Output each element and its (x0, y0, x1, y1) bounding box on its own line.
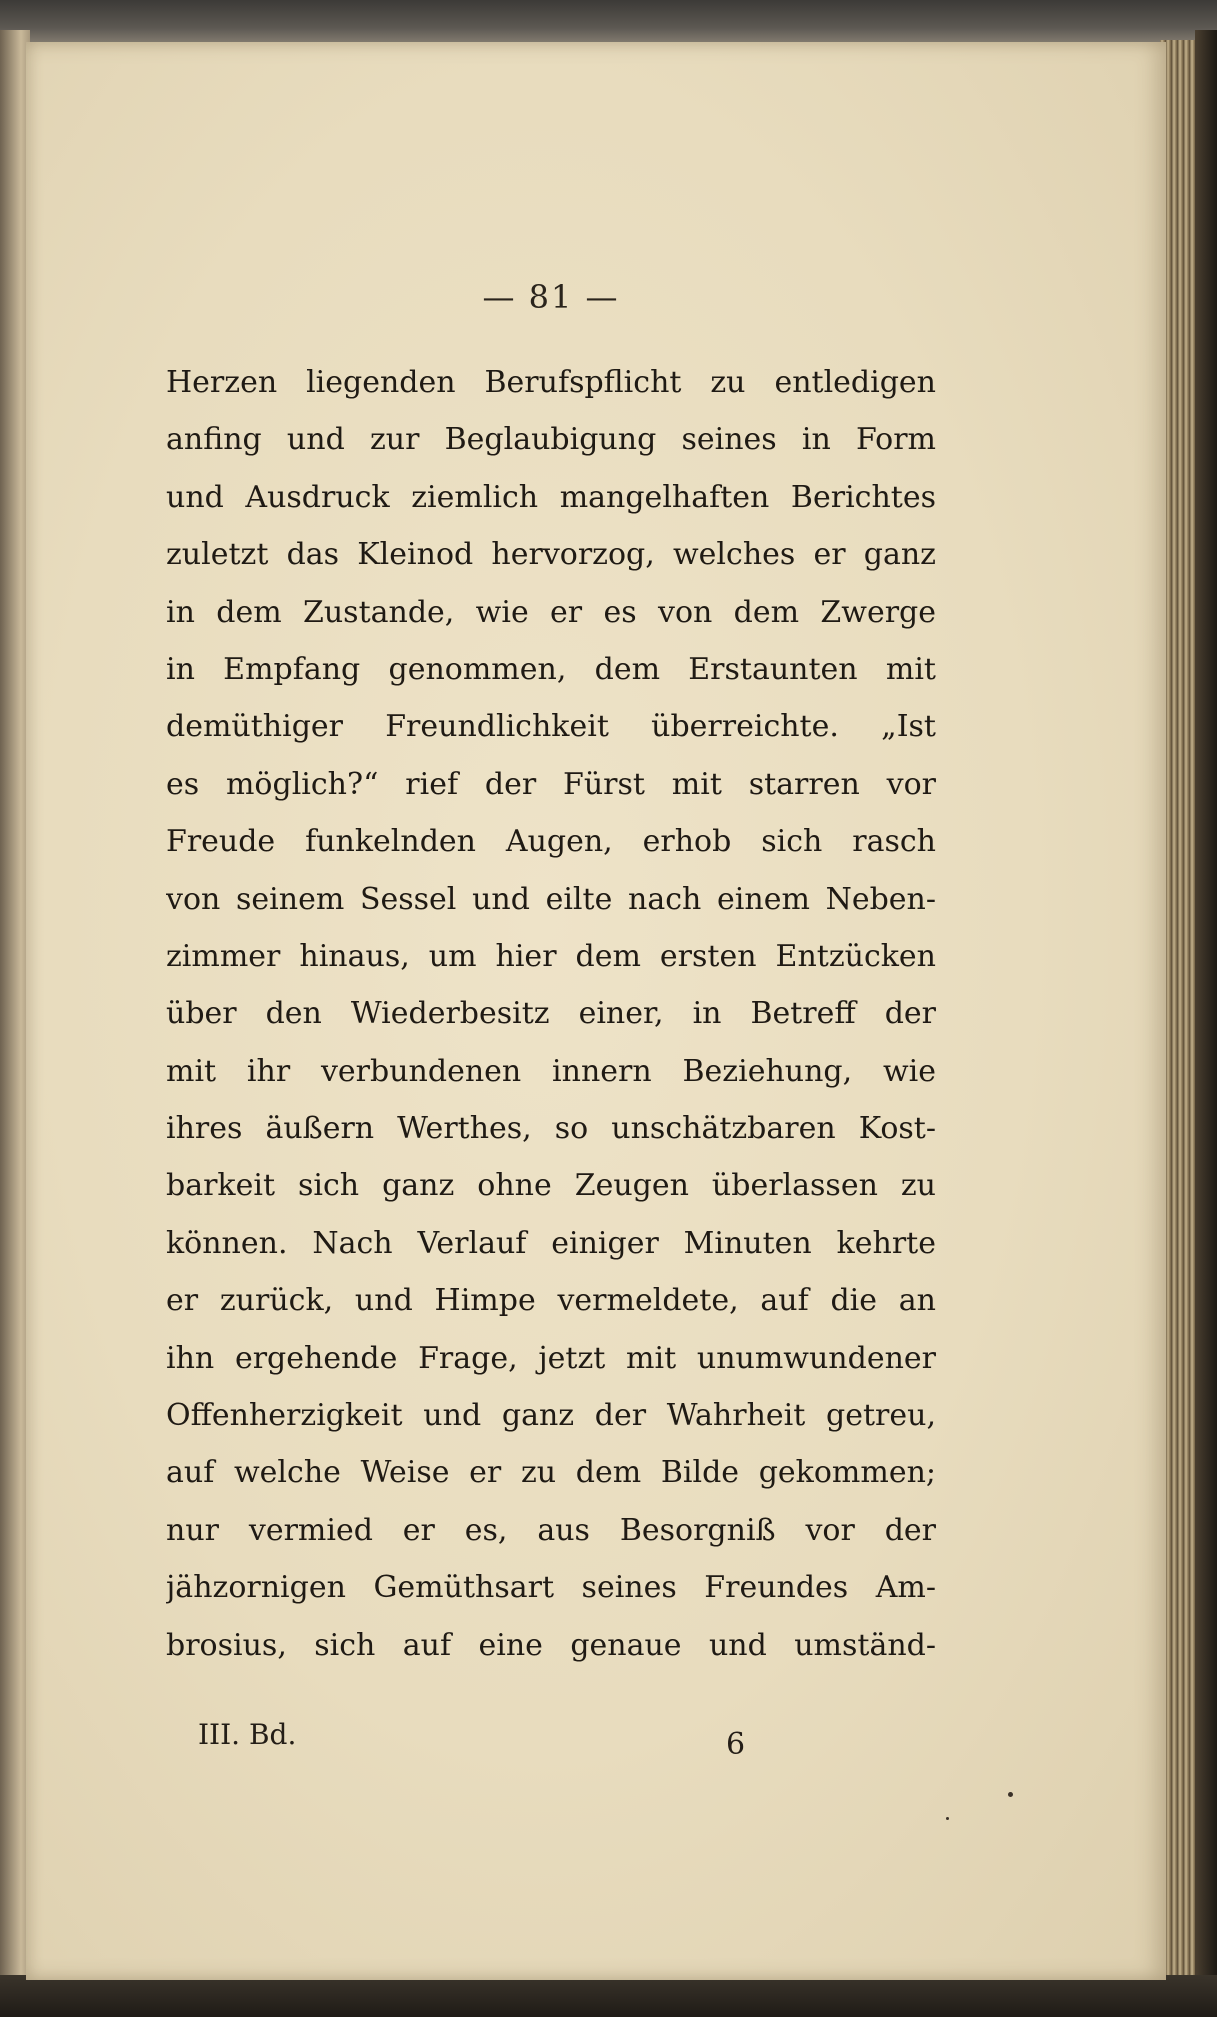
book-page (26, 42, 1166, 1980)
signature-mark: III. Bd. (198, 1718, 297, 1751)
text-line: er zurück, und Himpe vermeldete, auf die an (166, 1283, 936, 1319)
text-line: in Empfang genommen, dem Erstaunten mit (166, 651, 936, 687)
text-line: es möglich?“ rief der Fürst mit starren vor (166, 766, 936, 802)
text-line: ihn ergehende Frage, jetzt mit unumwundener (166, 1340, 936, 1376)
text-line: Freude funkelnden Augen, erhob sich rasch (166, 824, 936, 860)
text-line: demüthiger Freundlichkeit überreichte. „Ist (166, 709, 936, 745)
specks (1008, 1792, 1013, 1797)
text-line: Herzen liegenden Berufspflicht zu entledigen (166, 365, 936, 400)
body-text (166, 354, 936, 1674)
specks (946, 1817, 949, 1820)
text-line: zuletzt das Kleinod hervorzog, welches er ganz (166, 537, 936, 573)
text-line: in dem Zustande, wie er es von dem Zwerge (166, 594, 936, 630)
text-line: zimmer hinaus, um hier dem ersten Entzücken (166, 938, 936, 974)
book-bottom-edge (0, 1975, 1217, 2017)
text-line: auf welche Weise er zu dem Bilde gekommen; (166, 1455, 936, 1491)
text-line: anfing und zur Beglaubigung seines in Form (166, 422, 936, 458)
running-head: — 81 — (482, 278, 620, 316)
text-line: brosius, sich auf eine genaue und umständ- (166, 1627, 936, 1663)
text-line: können. Nach Verlauf einiger Minuten kehrte (166, 1225, 936, 1261)
text-line: über den Wiederbesitz einer, in Betreff der (166, 996, 936, 1032)
book-spine (1195, 30, 1217, 1990)
book-top-edge (0, 0, 1217, 46)
text-line: und Ausdruck ziemlich mangelhaften Berichtes (166, 479, 936, 515)
text-line: jähzornigen Gemüthsart seines Freundes Am- (166, 1570, 936, 1606)
signature-number: 6 (726, 1727, 746, 1762)
text-line: ihres äußern Werthes, so unschätzbaren Kost- (166, 1111, 936, 1147)
text-line: Offenherzigkeit und ganz der Wahrheit getreu, (166, 1398, 936, 1434)
text-line: mit ihr verbundenen innern Beziehung, wie (166, 1053, 936, 1089)
page-stack-edge (1160, 40, 1200, 1980)
text-line: von seinem Sessel und eilte nach einem Neben- (166, 881, 936, 917)
text-line: barkeit sich ganz ohne Zeugen überlassen zu (166, 1168, 936, 1204)
text-line: nur vermied er es, aus Besorgniß vor der (166, 1512, 936, 1548)
